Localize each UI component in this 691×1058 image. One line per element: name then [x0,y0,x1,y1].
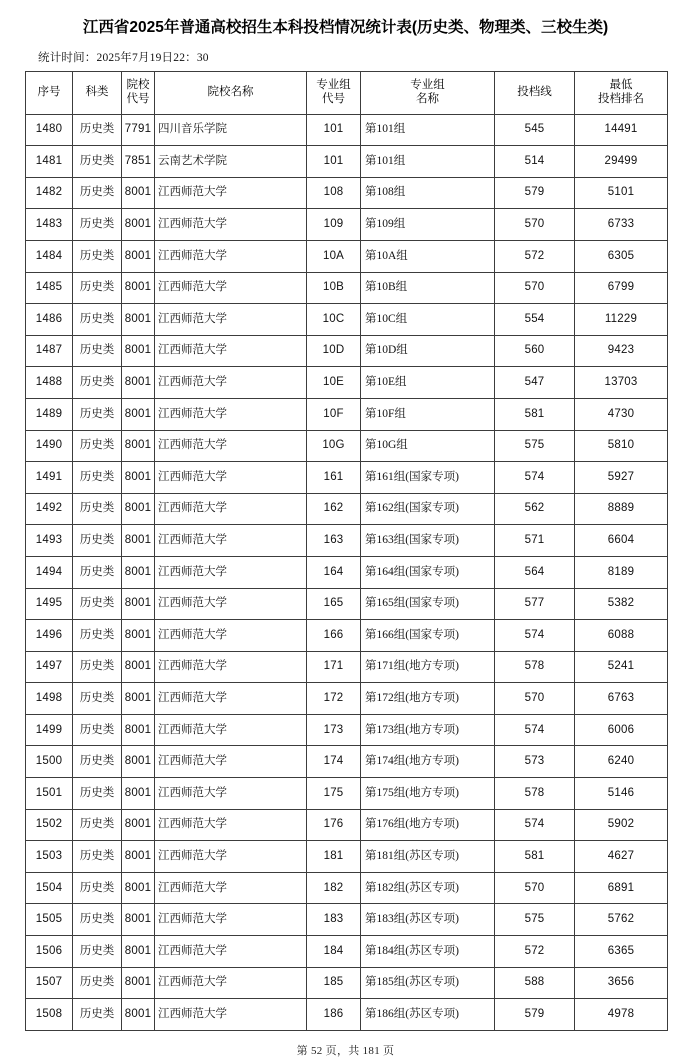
cell-group-name: 第183组(苏区专项) [361,904,495,936]
cell-group-name: 第10D组 [361,335,495,367]
cell-lowest-rank: 3656 [575,967,668,999]
cell-school-code: 8001 [122,272,155,304]
cell-school-code: 7851 [122,146,155,178]
cell-school-code: 8001 [122,430,155,462]
cell-lowest-rank: 5241 [575,651,668,683]
cell-group-name: 第185组(苏区专项) [361,967,495,999]
cell-school-code: 8001 [122,778,155,810]
cell-group-name: 第184组(苏区专项) [361,936,495,968]
cell-lowest-rank: 6365 [575,936,668,968]
table-row [26,272,668,304]
cell-school-name: 江西师范大学 [155,588,307,620]
cell-group-code: 175 [307,778,361,810]
cell-group-code: 184 [307,936,361,968]
cell-seq: 1494 [26,556,73,588]
cell-kelei: 历史类 [73,493,122,525]
table-row [26,872,668,904]
cell-score-line: 575 [495,904,575,936]
cell-score-line: 571 [495,525,575,557]
cell-lowest-rank: 5810 [575,430,668,462]
table-row [26,146,668,178]
cell-group-name: 第10B组 [361,272,495,304]
cell-seq: 1490 [26,430,73,462]
cell-kelei: 历史类 [73,335,122,367]
cell-kelei: 历史类 [73,841,122,873]
cell-seq: 1505 [26,904,73,936]
cell-score-line: 572 [495,240,575,272]
column-header-group-code [307,71,361,114]
cell-lowest-rank: 11229 [575,304,668,336]
cell-lowest-rank: 13703 [575,367,668,399]
cell-lowest-rank: 6006 [575,714,668,746]
cell-seq: 1501 [26,778,73,810]
cell-group-code: 182 [307,872,361,904]
cell-kelei: 历史类 [73,430,122,462]
cell-group-name: 第164组(国家专项) [361,556,495,588]
cell-school-name: 江西师范大学 [155,177,307,209]
cell-school-code: 8001 [122,620,155,652]
statistics-time-label: 统计时间：2025年7月19日22：30 [38,51,209,64]
cell-kelei: 历史类 [73,588,122,620]
cell-group-name: 第173组(地方专项) [361,714,495,746]
cell-group-code: 10B [307,272,361,304]
table-row [26,936,668,968]
cell-group-code: 172 [307,683,361,715]
cell-seq: 1481 [26,146,73,178]
table-row [26,367,668,399]
cell-school-code: 8001 [122,904,155,936]
cell-seq: 1506 [26,936,73,968]
table-row [26,620,668,652]
table-row [26,177,668,209]
column-header-group-name-line1: 专业组 [410,79,445,92]
cell-school-code: 8001 [122,936,155,968]
cell-group-code: 166 [307,620,361,652]
cell-school-code: 8001 [122,967,155,999]
cell-seq: 1498 [26,683,73,715]
cell-group-name: 第109组 [361,209,495,241]
column-header-kelei [73,71,122,114]
cell-school-name: 云南艺术学院 [155,146,307,178]
table-row [26,841,668,873]
cell-score-line: 570 [495,209,575,241]
cell-school-code: 8001 [122,746,155,778]
cell-group-code: 101 [307,146,361,178]
cell-school-name: 江西师范大学 [155,525,307,557]
cell-group-code: 109 [307,209,361,241]
cell-school-name: 江西师范大学 [155,430,307,462]
cell-school-code: 8001 [122,335,155,367]
cell-seq: 1484 [26,240,73,272]
cell-group-name: 第172组(地方专项) [361,683,495,715]
cell-seq: 1485 [26,272,73,304]
cell-score-line: 581 [495,841,575,873]
cell-score-line: 574 [495,714,575,746]
cell-group-code: 164 [307,556,361,588]
cell-score-line: 547 [495,367,575,399]
column-header-seq-line1: 序号 [37,85,61,98]
admission-scores-table [25,71,668,1031]
cell-group-code: 10F [307,398,361,430]
cell-school-name: 江西师范大学 [155,398,307,430]
column-header-school-name [155,71,307,114]
cell-group-name: 第101组 [361,114,495,146]
cell-score-line: 577 [495,588,575,620]
cell-kelei: 历史类 [73,462,122,494]
cell-score-line: 562 [495,493,575,525]
cell-score-line: 514 [495,146,575,178]
cell-group-code: 181 [307,841,361,873]
cell-lowest-rank: 14491 [575,114,668,146]
cell-school-name: 江西师范大学 [155,746,307,778]
cell-lowest-rank: 6088 [575,620,668,652]
cell-seq: 1483 [26,209,73,241]
cell-school-code: 8001 [122,841,155,873]
cell-group-name: 第101组 [361,146,495,178]
cell-school-code: 8001 [122,493,155,525]
cell-kelei: 历史类 [73,967,122,999]
cell-group-name: 第10G组 [361,430,495,462]
table-container [0,71,691,1031]
cell-seq: 1499 [26,714,73,746]
cell-school-code: 8001 [122,872,155,904]
cell-lowest-rank: 8189 [575,556,668,588]
cell-group-code: 173 [307,714,361,746]
cell-kelei: 历史类 [73,620,122,652]
cell-seq: 1491 [26,462,73,494]
cell-kelei: 历史类 [73,398,122,430]
table-row [26,999,668,1031]
cell-seq: 1482 [26,177,73,209]
cell-score-line: 588 [495,967,575,999]
cell-group-name: 第182组(苏区专项) [361,872,495,904]
table-header [26,71,668,114]
cell-kelei: 历史类 [73,904,122,936]
cell-lowest-rank: 5382 [575,588,668,620]
cell-school-code: 8001 [122,525,155,557]
cell-school-name: 江西师范大学 [155,809,307,841]
cell-lowest-rank: 6604 [575,525,668,557]
cell-school-name: 江西师范大学 [155,272,307,304]
table-row [26,714,668,746]
cell-school-name: 江西师范大学 [155,904,307,936]
cell-group-code: 163 [307,525,361,557]
cell-score-line: 574 [495,809,575,841]
table-row [26,525,668,557]
cell-kelei: 历史类 [73,367,122,399]
cell-seq: 1496 [26,620,73,652]
cell-school-name: 江西师范大学 [155,620,307,652]
cell-school-code: 8001 [122,177,155,209]
column-header-kelei-line1: 科类 [85,85,109,98]
cell-group-code: 186 [307,999,361,1031]
cell-kelei: 历史类 [73,714,122,746]
table-header-row [26,71,668,114]
cell-kelei: 历史类 [73,872,122,904]
cell-lowest-rank: 4627 [575,841,668,873]
cell-group-name: 第176组(地方专项) [361,809,495,841]
cell-group-name: 第181组(苏区专项) [361,841,495,873]
table-row [26,746,668,778]
cell-school-code: 8001 [122,809,155,841]
column-header-score-line [495,71,575,114]
column-header-lowest-rank-line1: 最低 [609,79,633,92]
column-header-lowest-rank [575,71,668,114]
cell-school-name: 江西师范大学 [155,556,307,588]
cell-school-name: 江西师范大学 [155,967,307,999]
cell-group-name: 第10E组 [361,367,495,399]
cell-score-line: 572 [495,936,575,968]
cell-kelei: 历史类 [73,209,122,241]
page-title: 江西省2025年普通高校招生本科投档情况统计表(历史类、物理类、三校生类) [82,19,609,36]
cell-school-code: 8001 [122,714,155,746]
cell-school-code: 8001 [122,588,155,620]
cell-school-name: 江西师范大学 [155,841,307,873]
cell-kelei: 历史类 [73,146,122,178]
cell-score-line: 560 [495,335,575,367]
cell-group-code: 174 [307,746,361,778]
cell-group-name: 第10A组 [361,240,495,272]
cell-lowest-rank: 6799 [575,272,668,304]
cell-seq: 1488 [26,367,73,399]
cell-lowest-rank: 5101 [575,177,668,209]
cell-school-code: 8001 [122,683,155,715]
cell-kelei: 历史类 [73,999,122,1031]
cell-school-code: 8001 [122,556,155,588]
column-header-group-name [361,71,495,114]
column-header-lowest-rank-line2: 投档排名 [598,92,644,105]
cell-seq: 1487 [26,335,73,367]
cell-group-name: 第186组(苏区专项) [361,999,495,1031]
table-row [26,967,668,999]
cell-lowest-rank: 5927 [575,462,668,494]
cell-group-name: 第174组(地方专项) [361,746,495,778]
cell-lowest-rank: 6891 [575,872,668,904]
table-row [26,683,668,715]
cell-group-code: 176 [307,809,361,841]
cell-lowest-rank: 29499 [575,146,668,178]
cell-group-name: 第10C组 [361,304,495,336]
table-row [26,651,668,683]
cell-lowest-rank: 6240 [575,746,668,778]
cell-group-name: 第108组 [361,177,495,209]
cell-kelei: 历史类 [73,114,122,146]
table-row [26,904,668,936]
column-header-group-code-line1: 专业组 [316,79,351,92]
cell-kelei: 历史类 [73,177,122,209]
cell-school-code: 8001 [122,304,155,336]
cell-school-name: 江西师范大学 [155,714,307,746]
cell-lowest-rank: 4978 [575,999,668,1031]
page-footer: 第 52 页，共 181 页 [296,1044,395,1057]
cell-seq: 1507 [26,967,73,999]
cell-school-code: 8001 [122,240,155,272]
cell-school-name: 江西师范大学 [155,999,307,1031]
cell-group-name: 第165组(国家专项) [361,588,495,620]
cell-seq: 1486 [26,304,73,336]
column-header-school-code-line1: 院校 [126,79,150,92]
table-row [26,304,668,336]
cell-score-line: 574 [495,462,575,494]
table-row [26,398,668,430]
cell-school-name: 江西师范大学 [155,651,307,683]
cell-seq: 1492 [26,493,73,525]
cell-seq: 1489 [26,398,73,430]
cell-group-name: 第162组(国家专项) [361,493,495,525]
cell-seq: 1504 [26,872,73,904]
cell-seq: 1495 [26,588,73,620]
column-header-school-code [122,71,155,114]
cell-school-name: 江西师范大学 [155,304,307,336]
column-header-school-code-line2: 代号 [126,92,150,105]
cell-kelei: 历史类 [73,304,122,336]
cell-score-line: 579 [495,999,575,1031]
cell-school-name: 江西师范大学 [155,778,307,810]
column-header-seq [26,71,73,114]
cell-group-name: 第171组(地方专项) [361,651,495,683]
cell-kelei: 历史类 [73,556,122,588]
cell-kelei: 历史类 [73,809,122,841]
cell-kelei: 历史类 [73,240,122,272]
column-header-score-line-line1: 投档线 [517,85,552,98]
cell-lowest-rank: 5902 [575,809,668,841]
cell-score-line: 570 [495,872,575,904]
cell-group-code: 183 [307,904,361,936]
cell-lowest-rank: 6733 [575,209,668,241]
cell-score-line: 579 [495,177,575,209]
cell-score-line: 554 [495,304,575,336]
cell-kelei: 历史类 [73,272,122,304]
cell-school-code: 8001 [122,462,155,494]
column-header-group-name-line2: 名称 [416,92,439,105]
cell-group-code: 171 [307,651,361,683]
cell-school-name: 江西师范大学 [155,872,307,904]
cell-score-line: 564 [495,556,575,588]
table-row [26,588,668,620]
cell-school-code: 8001 [122,209,155,241]
cell-kelei: 历史类 [73,778,122,810]
cell-group-code: 185 [307,967,361,999]
cell-group-code: 10E [307,367,361,399]
cell-seq: 1508 [26,999,73,1031]
cell-group-code: 10C [307,304,361,336]
cell-seq: 1500 [26,746,73,778]
table-row [26,809,668,841]
cell-seq: 1503 [26,841,73,873]
cell-school-name: 江西师范大学 [155,240,307,272]
cell-score-line: 575 [495,430,575,462]
table-row [26,240,668,272]
cell-school-code: 8001 [122,999,155,1031]
cell-school-name: 江西师范大学 [155,367,307,399]
cell-group-code: 165 [307,588,361,620]
cell-score-line: 545 [495,114,575,146]
cell-score-line: 573 [495,746,575,778]
cell-group-code: 10D [307,335,361,367]
cell-lowest-rank: 8889 [575,493,668,525]
cell-group-code: 10A [307,240,361,272]
cell-lowest-rank: 5762 [575,904,668,936]
cell-score-line: 578 [495,651,575,683]
cell-lowest-rank: 9423 [575,335,668,367]
cell-group-name: 第175组(地方专项) [361,778,495,810]
cell-kelei: 历史类 [73,683,122,715]
cell-score-line: 581 [495,398,575,430]
cell-score-line: 574 [495,620,575,652]
cell-school-code: 7791 [122,114,155,146]
cell-school-code: 8001 [122,367,155,399]
cell-group-code: 101 [307,114,361,146]
cell-seq: 1493 [26,525,73,557]
table-row [26,462,668,494]
cell-seq: 1497 [26,651,73,683]
cell-group-code: 10G [307,430,361,462]
cell-group-code: 162 [307,493,361,525]
cell-school-name: 江西师范大学 [155,209,307,241]
cell-school-name: 江西师范大学 [155,936,307,968]
cell-group-code: 161 [307,462,361,494]
table-row [26,493,668,525]
cell-kelei: 历史类 [73,936,122,968]
cell-lowest-rank: 6763 [575,683,668,715]
cell-group-name: 第10F组 [361,398,495,430]
cell-kelei: 历史类 [73,746,122,778]
cell-seq: 1480 [26,114,73,146]
cell-score-line: 570 [495,683,575,715]
cell-group-name: 第166组(国家专项) [361,620,495,652]
cell-kelei: 历史类 [73,525,122,557]
cell-school-name: 江西师范大学 [155,683,307,715]
cell-lowest-rank: 4730 [575,398,668,430]
table-row [26,335,668,367]
table-row [26,209,668,241]
cell-school-code: 8001 [122,651,155,683]
cell-group-name: 第163组(国家专项) [361,525,495,557]
cell-seq: 1502 [26,809,73,841]
cell-school-name: 江西师范大学 [155,462,307,494]
cell-school-name: 江西师范大学 [155,335,307,367]
cell-lowest-rank: 6305 [575,240,668,272]
table-row [26,778,668,810]
cell-score-line: 578 [495,778,575,810]
table-row [26,114,668,146]
cell-school-name: 四川音乐学院 [155,114,307,146]
table-row [26,430,668,462]
cell-score-line: 570 [495,272,575,304]
cell-group-code: 108 [307,177,361,209]
cell-school-name: 江西师范大学 [155,493,307,525]
column-header-school-name-line1: 院校名称 [207,85,254,98]
cell-lowest-rank: 5146 [575,778,668,810]
table-row [26,556,668,588]
cell-group-name: 第161组(国家专项) [361,462,495,494]
column-header-group-code-line2: 代号 [322,92,345,105]
cell-kelei: 历史类 [73,651,122,683]
table-body [26,114,668,1030]
cell-school-code: 8001 [122,398,155,430]
